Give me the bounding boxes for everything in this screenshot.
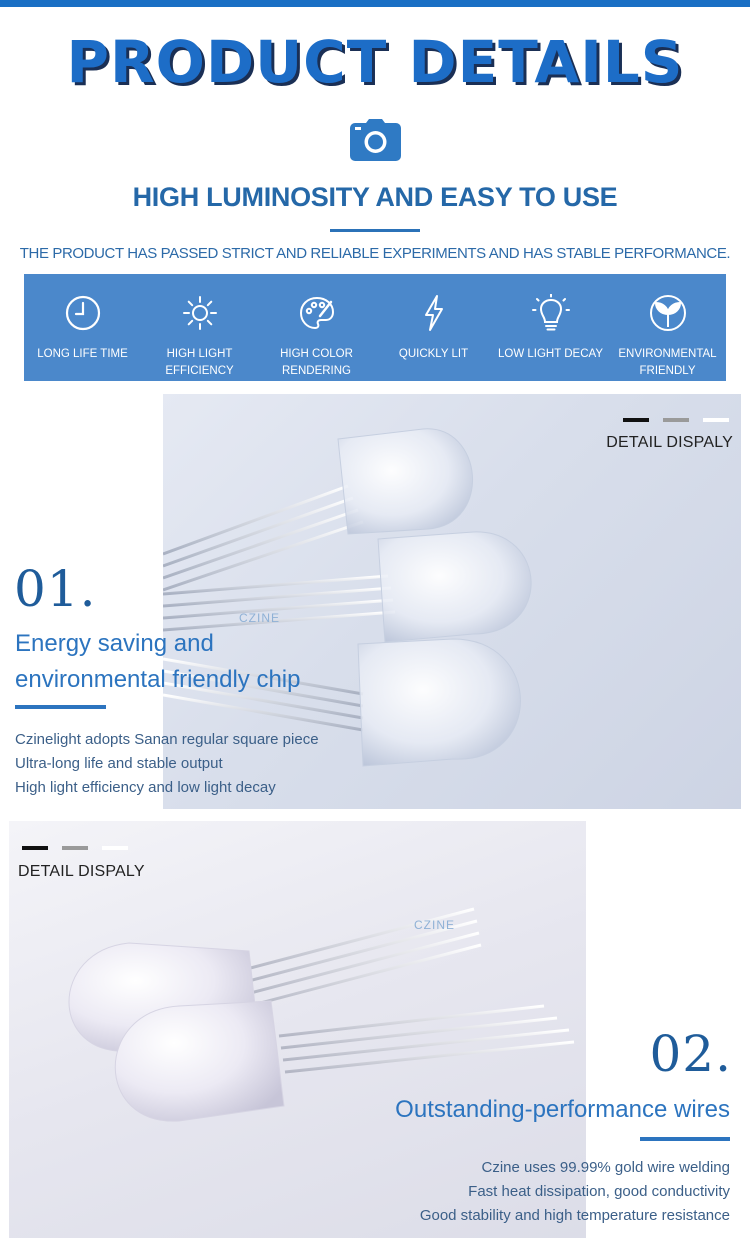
description-line: Ultra-long life and stable output (15, 755, 223, 772)
lightning-icon (415, 294, 453, 332)
bulb-icon (532, 294, 570, 332)
description-line: Good stability and high temperature resistance (419, 1207, 730, 1224)
feature-bar (24, 274, 726, 381)
detail-dashes (623, 418, 729, 422)
section-number: 01. (14, 560, 97, 618)
feature-color-rendering (258, 274, 375, 381)
feature-label: HIGH LIGHT EFFICIENCY (165, 348, 234, 377)
subtitle-divider (330, 229, 420, 232)
feature-label: LOW LIGHT DECAY (497, 348, 603, 360)
heading-line: environmental friendly chip (15, 666, 301, 693)
description-line: Czinelight adopts Sanan regular square piece (15, 731, 319, 748)
description-line: Fast heat dissipation, good conductivity (468, 1183, 730, 1200)
sprout-icon (649, 294, 687, 332)
camera-icon (350, 119, 401, 161)
palette-icon (298, 294, 336, 332)
section-heading: Outstanding-performance wires (395, 1096, 730, 1123)
watermark-logo: CZINE (239, 611, 280, 625)
watermark-logo: CZINE (414, 918, 455, 932)
section-subtitle: HIGH LUMINOSITY AND EASY TO USE (132, 182, 618, 212)
feature-long-life (24, 274, 141, 381)
detail-label: DETAIL DISPALY (18, 863, 145, 880)
sun-icon (181, 294, 219, 332)
feature-label: HIGH COLOR RENDERING (280, 348, 353, 377)
tagline: THE PRODUCT HAS PASSED STRICT AND RELIABLE EXPERIMENTS AND HAS STABLE PERFORMANCE. (19, 245, 731, 262)
section-description (420, 1156, 730, 1228)
page-title: PRODUCT DETAILS (66, 28, 684, 96)
feature-label: QUICKLY LIT (398, 348, 469, 360)
description-line: High light efficiency and low light decay (15, 779, 276, 796)
feature-label: ENVIRONMENTAL FRIENDLY (618, 348, 717, 377)
section-description (15, 728, 319, 800)
detail-label: DETAIL DISPALY (606, 434, 733, 451)
description-line: Czine uses 99.99% gold wire welding (481, 1159, 730, 1176)
heading-line: Energy saving and (15, 630, 214, 657)
heading-divider (15, 705, 106, 709)
detail-dashes (22, 846, 128, 850)
top-accent-bar (0, 0, 750, 7)
section-number: 02. (649, 1025, 732, 1083)
feature-label: LONG LIFE TIME (37, 348, 128, 360)
heading-divider (640, 1137, 730, 1141)
section-heading (15, 626, 300, 698)
feature-low-decay (492, 274, 609, 381)
feature-environmental (609, 274, 726, 381)
feature-high-efficiency (141, 274, 258, 381)
feature-quickly-lit (375, 274, 492, 381)
clock-icon (64, 294, 102, 332)
